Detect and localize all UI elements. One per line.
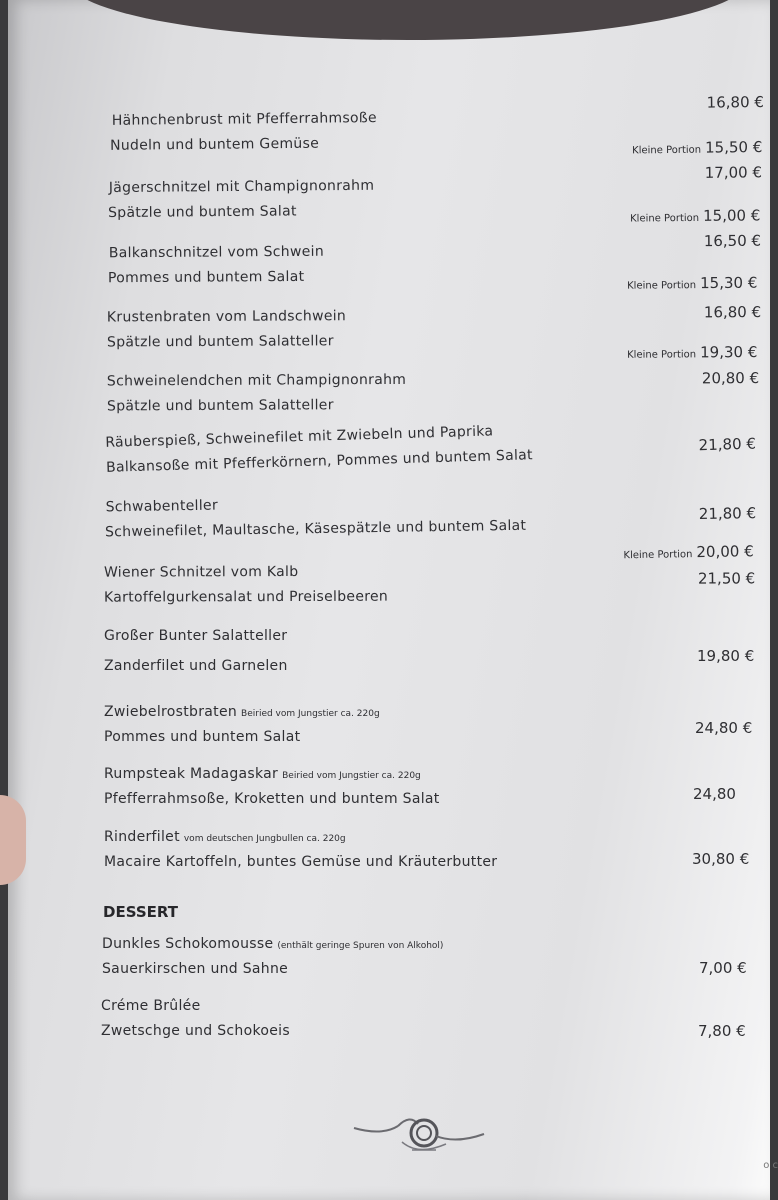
item-note: vom deutschen Jungbullen ca. 220g bbox=[183, 834, 346, 844]
item-side: Pommes und buntem Salat bbox=[107, 268, 305, 287]
item-name: Balkanschnitzel vom Schwein bbox=[108, 243, 325, 262]
small-portion-price: 15,00 € bbox=[702, 206, 761, 225]
item-side: Zwetschge und Schokoeis bbox=[101, 1023, 290, 1039]
item-name: Krustenbraten vom Landschwein bbox=[106, 308, 347, 326]
small-portion bbox=[627, 274, 757, 293]
item-side: Spätzle und buntem Salatteller bbox=[106, 397, 334, 415]
item-name: Créme Brûlée bbox=[101, 998, 201, 1014]
small-portion-label: Kleine Portion bbox=[632, 144, 702, 157]
item-name: Schweinelendchen mit Champignonrahm bbox=[106, 371, 407, 390]
small-portion-label: Kleine Portion bbox=[627, 349, 697, 361]
item-name-text: Dunkles Schokomousse bbox=[102, 936, 274, 952]
small-portion-label: Kleine Portion bbox=[627, 280, 697, 292]
small-portion-price: 20,00 € bbox=[696, 542, 754, 562]
item-name-text: Rinderfilet bbox=[104, 829, 180, 845]
hunting-horn-icon bbox=[352, 1106, 488, 1162]
dessert-heading: DESSERT bbox=[103, 903, 178, 921]
item-price: 24,80 bbox=[693, 785, 736, 803]
small-portion-label: Kleine Portion bbox=[630, 212, 700, 225]
dessert-item bbox=[0, 935, 760, 995]
item-price: 21,80 € bbox=[698, 504, 757, 524]
item-side: Sauerkirschen und Sahne bbox=[102, 961, 289, 977]
dessert-item bbox=[0, 997, 760, 1057]
menu-item bbox=[0, 703, 760, 763]
item-side: Zanderfilet und Garnelen bbox=[104, 658, 288, 674]
item-name: Räuberspieß, Schweinefilet mit Zwiebeln und Paprika bbox=[105, 423, 494, 451]
item-price: 16,80 € bbox=[706, 92, 764, 112]
menu-item bbox=[0, 488, 760, 560]
item-side: Balkansoße mit Pfefferkörnern, Pommes und buntem Salat bbox=[105, 447, 534, 476]
item-name bbox=[104, 828, 346, 848]
small-portion-price: 15,30 € bbox=[700, 273, 758, 293]
item-side: Pfefferrahmsoße, Kroketten und buntem Salat bbox=[104, 791, 440, 807]
small-portion bbox=[630, 206, 760, 225]
item-note: Beiried vom Jungstier ca. 220g bbox=[282, 771, 421, 781]
item-price: 16,50 € bbox=[703, 231, 762, 251]
item-side: Spätzle und buntem Salat bbox=[107, 203, 297, 222]
item-name-text: Zwiebelrostbraten bbox=[104, 704, 238, 720]
menu-item bbox=[0, 828, 760, 888]
small-portion-label: Kleine Portion bbox=[623, 549, 693, 562]
item-name: Großer Bunter Salatteller bbox=[104, 628, 288, 644]
edge-text: o c bbox=[763, 1160, 778, 1171]
item-side: Spätzle und buntem Salatteller bbox=[106, 333, 334, 351]
small-portion bbox=[627, 343, 757, 362]
item-price: 17,00 € bbox=[704, 163, 763, 182]
menu-item bbox=[0, 561, 760, 624]
item-name bbox=[104, 703, 380, 723]
page-shadow-top bbox=[68, 0, 748, 40]
item-side: Pommes und buntem Salat bbox=[104, 729, 301, 745]
item-name: Hähnchenbrust mit Pfefferrahmsoße bbox=[111, 110, 377, 129]
item-side: Schweinefilet, Maultasche, Käsespätzle und buntem Salat bbox=[104, 517, 527, 541]
item-price: 20,80 € bbox=[701, 369, 760, 388]
small-portion-price: 19,30 € bbox=[700, 343, 758, 362]
item-note: Beiried vom Jungstier ca. 220g bbox=[241, 709, 380, 719]
item-name: Schwabenteller bbox=[105, 497, 219, 516]
item-price: 16,80 € bbox=[703, 303, 762, 322]
menu-item bbox=[0, 305, 760, 369]
menu-item bbox=[0, 765, 760, 825]
item-note: (enthält geringe Spuren von Alkohol) bbox=[277, 941, 444, 951]
item-price: 24,80 € bbox=[695, 719, 753, 737]
item-price: 21,80 € bbox=[698, 434, 757, 455]
small-portion bbox=[632, 138, 762, 157]
item-name bbox=[104, 765, 421, 785]
item-price: 30,80 € bbox=[692, 850, 750, 868]
item-price: 21,50 € bbox=[697, 569, 756, 588]
small-portion-price: 15,50 € bbox=[704, 138, 763, 157]
item-name: Jägerschnitzel mit Champignonrahm bbox=[108, 177, 375, 197]
item-name-text: Rumpsteak Madagaskar bbox=[104, 766, 279, 782]
item-price: 7,80 € bbox=[698, 1022, 746, 1040]
menu-item bbox=[0, 163, 763, 240]
item-side: Nudeln und buntem Gemüse bbox=[109, 135, 320, 154]
small-portion bbox=[623, 542, 754, 562]
item-price: 7,00 € bbox=[699, 959, 747, 977]
item-name: Wiener Schnitzel vom Kalb bbox=[103, 563, 299, 581]
item-side: Macaire Kartoffeln, buntes Gemüse und Kräuterbutter bbox=[104, 854, 498, 870]
menu-item bbox=[0, 231, 762, 305]
item-side: Kartoffelgurkensalat und Preiselbeeren bbox=[103, 588, 389, 606]
menu-item bbox=[0, 627, 760, 687]
item-name bbox=[102, 935, 443, 955]
item-price: 19,80 € bbox=[697, 647, 755, 665]
